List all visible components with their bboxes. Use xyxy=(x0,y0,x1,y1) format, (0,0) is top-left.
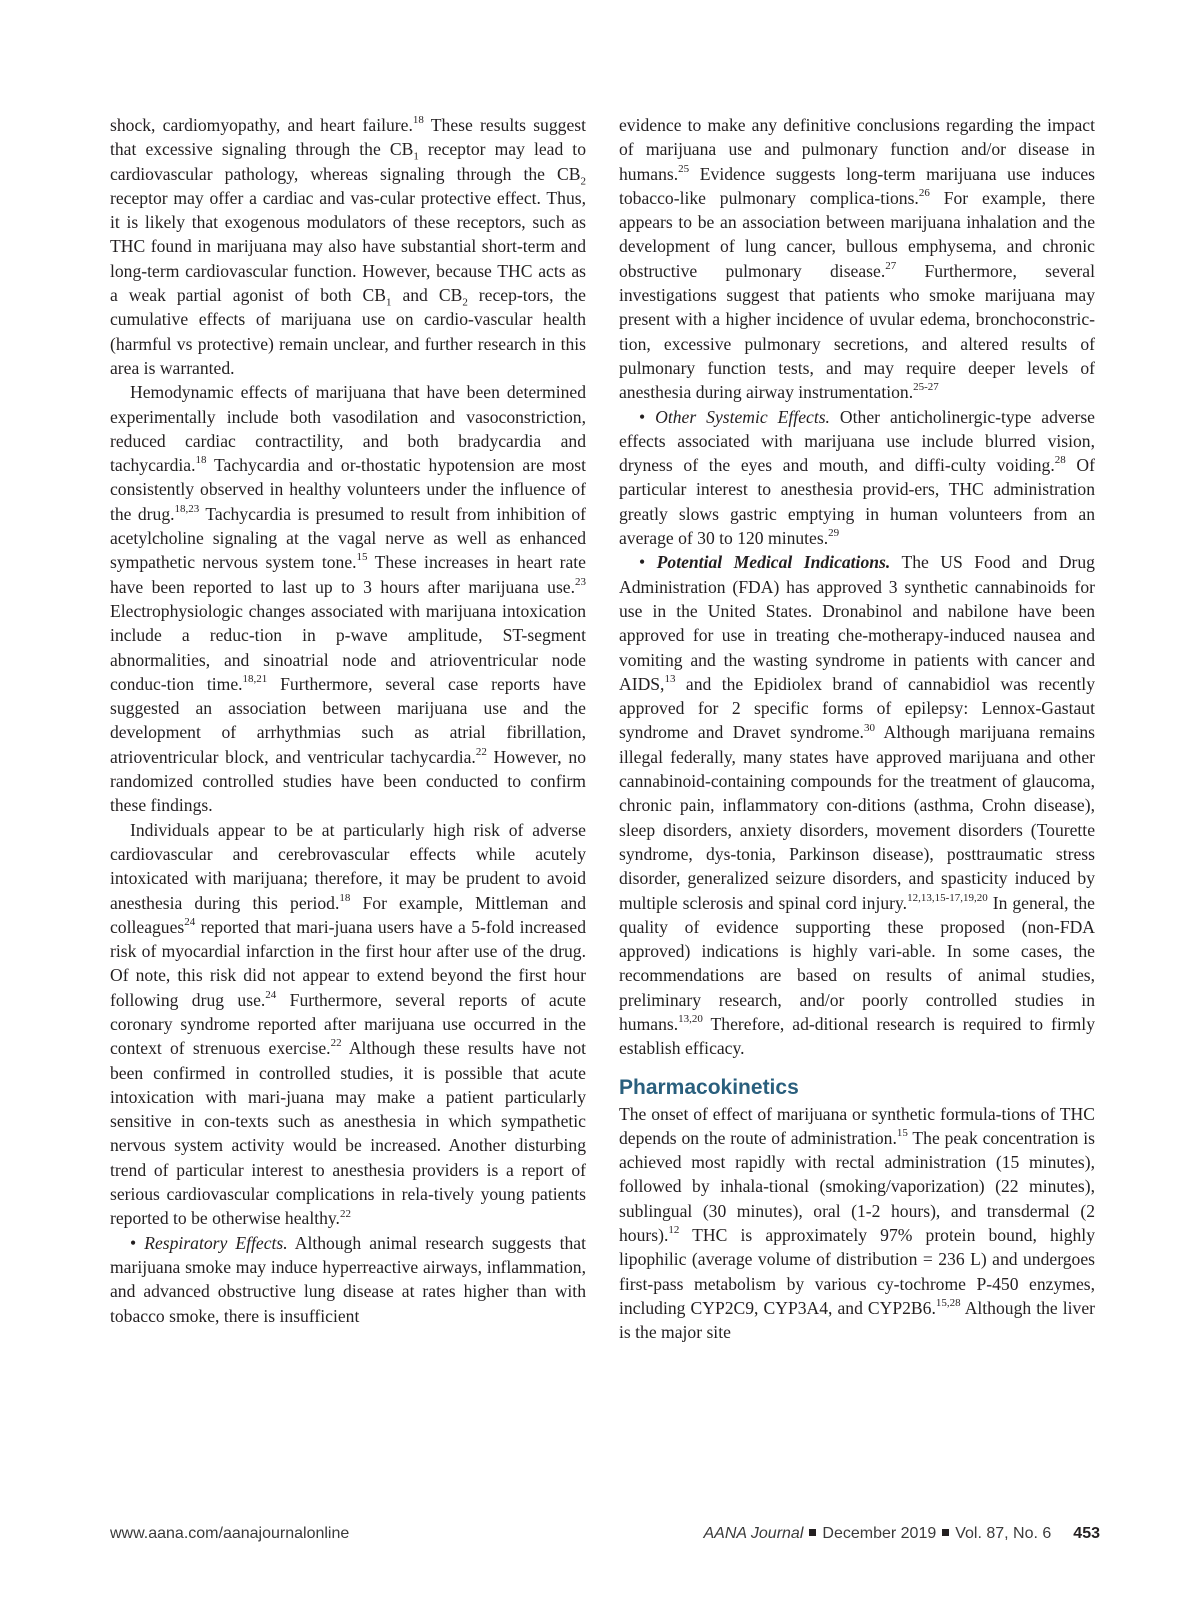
page-number: 453 xyxy=(1073,1525,1100,1542)
separator-square-icon xyxy=(942,1529,949,1536)
section-heading-pharmacokinetics: Pharmacokinetics xyxy=(619,1075,799,1099)
medical-indications-heading: Potential Medical Indications. xyxy=(656,552,891,573)
paragraph-medical-indications: • Potential Medical Indications. The US Food and Drug Administration (FDA) has approved 3 synthetic cannabinoids for use in the United States. Dronabinol and nabilone have been approved for use in treating che-motherapy-induced nausea and vomiting and the wasting syndrome in patients with cancer and AIDS,$^{13}$ and the Epidiolex brand of cannabidiol was recently approved for 2 specific forms of epilepsy: Lennox-Gastaut syndrome and Dravet syndrome.$^{30}$ Although marijuana remains illegal federally, many states have approved marijuana and other cannabinoid-containing compounds for the treatment of glaucoma, chronic pain, inflammatory con-ditions (asthma, Crohn disease), sleep disorders, anxiety disorders, movement disorders (Tourette syndrome, dys-tonia, Parkinson disease), posttraumatic stress disorder, generalized seizure disorders, and spasticity induced by multiple sclerosis and spinal cord injury.$^{12,13,15-17,19,20}$ In general, the quality of evidence supporting these proposed (non-FDA approved) indications is highly vari-able. In some cases, the recommendations are based on results of animal studies, preliminary research, and/or poorly controlled studies in humans.$^{13,20}$ Therefore, ad-ditional research is required to firmly establish efficacy. xyxy=(619,552,1095,1059)
paragraph-high-risk-intoxication: Individuals appear to be at particularly high risk of adverse cardiovascular and cerebrovascular effects while acutely intoxicated with marijuana; therefore, it may be prudent to avoid anesthesia during this period.$^{18}$ For example, Mittleman and colleagues$^{24}$ reported that mari-juana users have a 5-fold increased risk of myocardial infarction in the first hour after use of the drug. Of note, this risk did not appear to extend beyond the first hour following drug use.$^{24}$ Furthermore, several reports of acute coronary syndrome reported after marijuana use occurred in the context of strenuous exercise.$^{22}$ Although these results have not been confirmed in controlled studies, it is possible that acute intoxication with mari-juana may make a patient particularly sensitive in con-texts such as anesthesia in which sympathetic nervous system activity would be increased. Another disturbing trend of particular interest to anesthesia providers is a report of serious cardiovascular complications in rela-tively young patients reported to be otherwise healthy.$^{22}$ xyxy=(110,819,586,1229)
paragraph-cardiac-signaling: shock, cardiomyopathy, and heart failure.$^{18}$ These results suggest that excessive signaling through the $CB_1$ receptor may lead to cardiovascular pathology, whereas signaling through the $CB_2$ receptor may offer a cardiac and vas-cular protective effect. Thus, it is likely that exogenous modulators of these receptors, such as THC found in marijuana may also have substantial short-term and long-term cardiovascular function. However, because THC acts as a weak partial agonist of both $CB_1$ and $CB_2$ recep-tors, the cumulative effects of marijuana use on cardio-vascular health (harmful vs protective) remain unclear, and further research in this area is warranted. xyxy=(110,114,586,378)
respiratory-effects-heading: Respiratory Effects. xyxy=(144,1232,288,1253)
journal-url-link[interactable]: www.aana.com/aanajournalonline xyxy=(110,1525,350,1542)
paragraph-pharmacokinetics: The onset of effect of marijuana or synthetic formula-tions of THC depends on the route of administration.$^{15}$ The peak concentration is achieved most rapidly with rectal administration (15 minutes), followed by inhala-tional (smoking/vaporization) (22 minutes), sublingual (30 minutes), oral (1-2 hours), and transdermal (2 hours).$^{12}$ THC is approximately 97% protein bound, highly lipophilic (average volume of distribution = 236 L) and undergoes first-pass metabolism by various cy-tochrome P-450 enzymes, including CYP2C9, CYP3A4, and CYP2B6.$^{15,28}$ Although the liver is the major site xyxy=(619,1103,1095,1343)
other-systemic-effects-heading: Other Systemic Effects. xyxy=(655,406,830,427)
issue-date: December 2019 xyxy=(822,1525,937,1542)
paragraph-other-systemic-effects: • Other Systemic Effects. Other anticholinergic-type adverse effects associated with marijuana use include blurred vision, dryness of the eyes and mouth, and diffi-culty voiding.$^{28}$ Of particular interest to anesthesia provid-ers, THC administration greatly slows gastric emptying in human volunteers from an average of 30 to 120 minutes.$^{29}$ xyxy=(619,406,1095,549)
volume-issue: Vol. 87, No. 6 xyxy=(955,1525,1052,1542)
journal-name: AANA Journal xyxy=(703,1525,804,1542)
left-column xyxy=(110,113,586,1328)
paragraph-pulmonary-evidence: evidence to make any definitive conclusions regarding the impact of marijuana use and pulmonary function and/or disease in humans.$^{25}$ Evidence suggests long-term marijuana use induces tobacco-like pulmonary complica-tions.$^{26}$ For example, there appears to be an association between marijuana inhalation and the development of lung cancer, bullous emphysema, and chronic obstructive pulmonary disease.$^{27}$ Furthermore, several investigations suggest that patients who smoke marijuana may present with a higher incidence of uvular edema, bronchoconstric-tion, excessive pulmonary secretions, and altered results of pulmonary function tests, and may require deeper levels of anesthesia during airway instrumentation.$^{25-27}$ xyxy=(619,115,1095,403)
journal-info xyxy=(703,1525,1100,1543)
separator-square-icon xyxy=(809,1529,816,1536)
page-footer xyxy=(110,1525,1100,1549)
paragraph-hemodynamic-effects: Hemodynamic effects of marijuana that have been determined experimentally include both vasodilation and vasoconstriction, reduced cardiac contractility, and both bradycardia and tachycardia.$^{18}$ Tachycardia and or-thostatic hypotension are most consistently observed in healthy volunteers under the influence of the drug.$^{18,23}$ Tachycardia is presumed to result from inhibition of acetylcholine signaling at the vagal nerve as well as enhanced sympathetic nervous system tone.$^{15}$ These increases in heart rate have been reported to last up to 3 hours after marijuana use.$^{23}$ Electrophysiologic changes associated with marijuana intoxication include a reduc-tion in p-wave amplitude, ST-segment abnormalities, and sinoatrial node and atrioventricular node conduc-tion time.$^{18,21}$ Furthermore, several case reports have suggested an association between marijuana use and the development of arrhythmias such as atrial fibrillation, atrioventricular block, and ventricular tachycardia.$^{22}$ However, no randomized controlled studies have been conducted to confirm these findings. xyxy=(110,382,586,816)
paragraph-respiratory-effects: • Respiratory Effects. Although animal research suggests that marijuana smoke may induce hyperreactive airways, inflammation, and advanced obstructive lung disease at rates higher than with tobacco smoke, there is insufficient xyxy=(110,1232,586,1326)
right-column xyxy=(619,113,1095,1345)
